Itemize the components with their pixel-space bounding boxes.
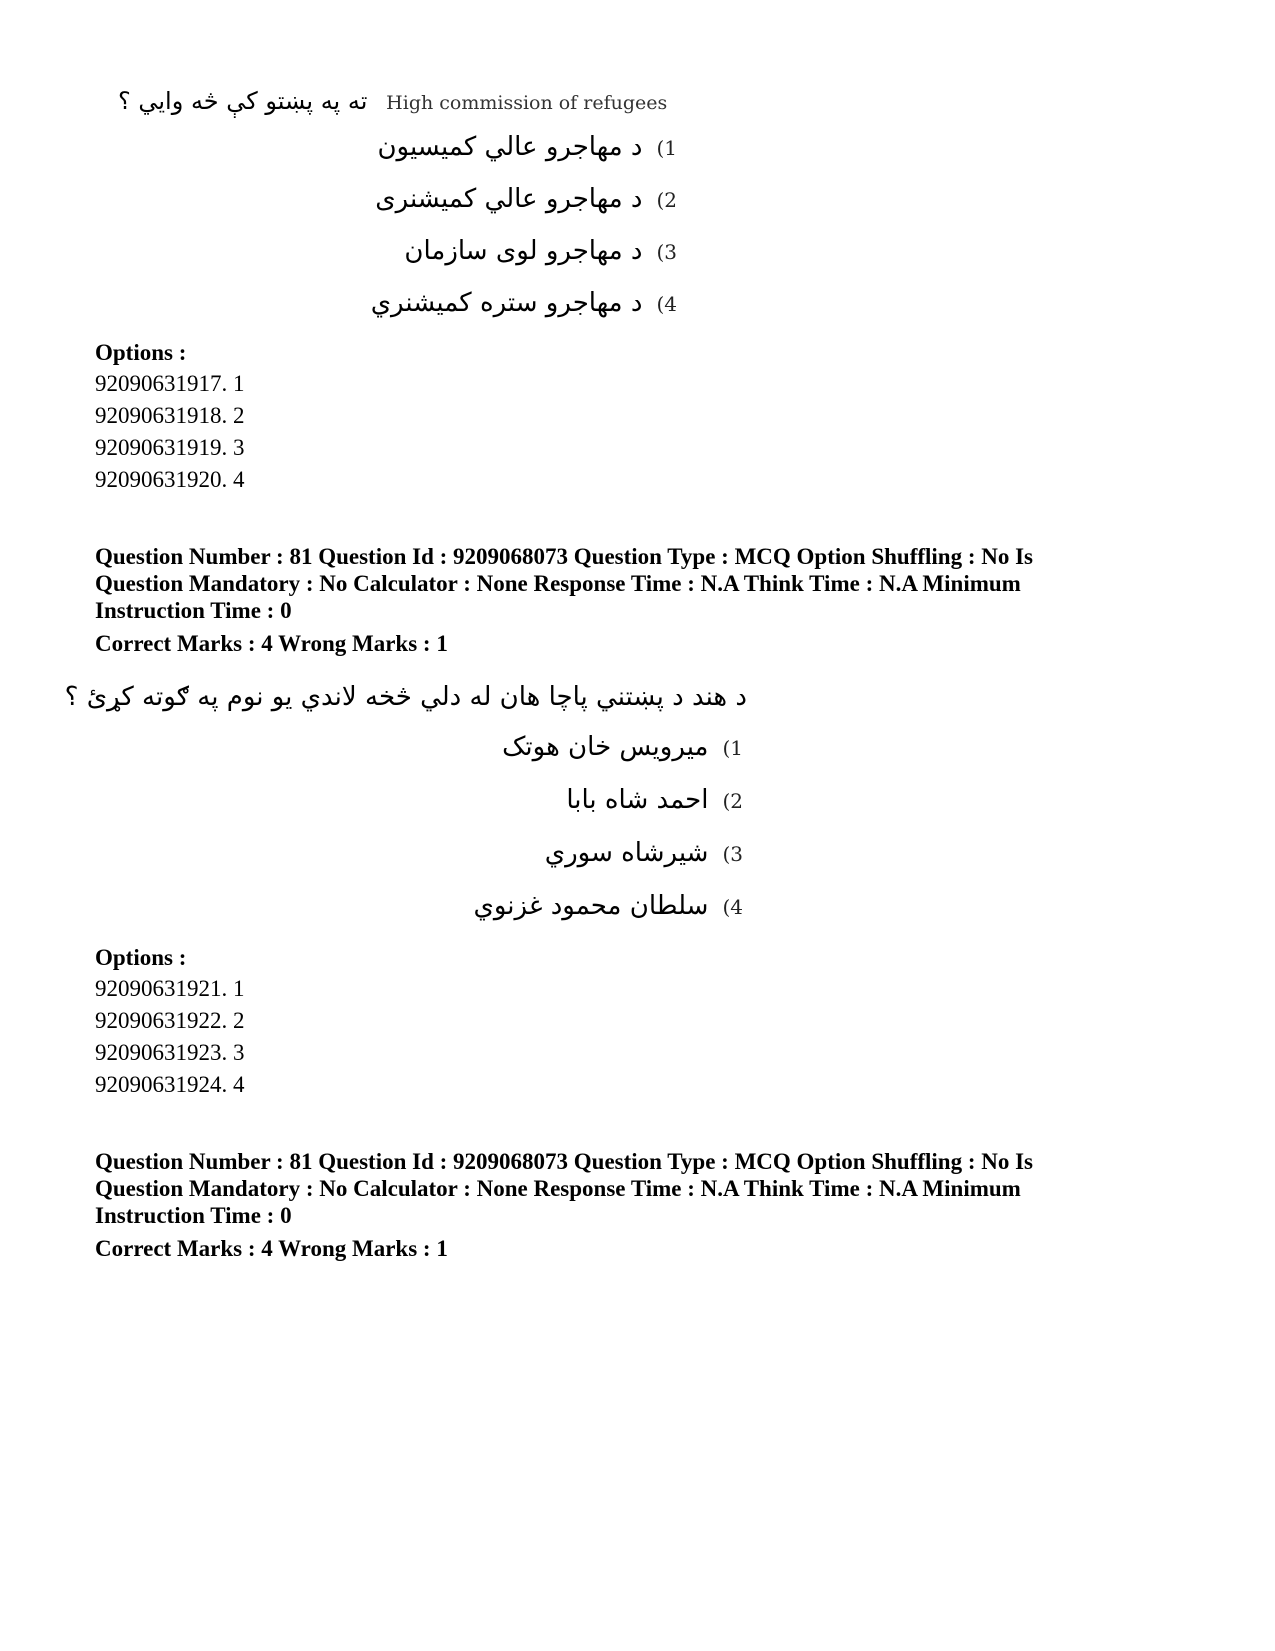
option-item: 92090631921. 1 xyxy=(95,976,245,1001)
option-item: 92090631922. 2 xyxy=(95,1008,245,1033)
image-option-1: (1 د مهاجرو عالي کميسيون xyxy=(377,132,677,162)
image-option-4: (4 د مهاجرو ستره کميشنري xyxy=(370,288,677,318)
question-2-pashto: د هند د پښتني پاچا هان له دلي څخه لاندي يو نوم په ګوته کړئ ؟ xyxy=(64,682,747,712)
image-option-3: (3 شيرشاه سوري xyxy=(544,838,743,868)
question-1-pashto: ته په پښتو کې څه وايي ؟ xyxy=(118,87,368,115)
image-option-1: (1 ميرويس خان هوتک xyxy=(502,732,743,762)
question-1-image-options xyxy=(257,132,677,340)
options-heading: Options : xyxy=(95,945,187,970)
question-1-english: High commission of refugees xyxy=(386,92,668,114)
option-item: 92090631917. 1 xyxy=(95,371,245,396)
question-3-meta xyxy=(95,1148,1095,1229)
options-list-2 xyxy=(95,943,245,1101)
options-list-1 xyxy=(95,338,245,496)
question-3-marks: Correct Marks : 4 Wrong Marks : 1 xyxy=(95,1236,448,1261)
question-2-meta xyxy=(95,543,1095,624)
option-item: 92090631923. 3 xyxy=(95,1040,245,1065)
meta-line: Instruction Time : 0 xyxy=(95,1203,292,1228)
option-item: 92090631919. 3 xyxy=(95,435,245,460)
options-heading: Options : xyxy=(95,340,187,365)
image-option-3: (3 د مهاجرو لوى سازمان xyxy=(404,236,677,266)
meta-line: Question Number : 81 Question Id : 9209068073 Question Type : MCQ Option Shuffling : No Is xyxy=(95,1149,1034,1174)
question-2-image-options xyxy=(383,732,743,944)
question-1-title xyxy=(118,86,667,118)
option-item: 92090631924. 4 xyxy=(95,1072,245,1097)
option-item: 92090631918. 2 xyxy=(95,403,245,428)
meta-line: Question Number : 81 Question Id : 9209068073 Question Type : MCQ Option Shuffling : No Is xyxy=(95,544,1034,569)
question-2-marks: Correct Marks : 4 Wrong Marks : 1 xyxy=(95,631,448,656)
meta-line: Question Mandatory : No Calculator : None Response Time : N.A Think Time : N.A Minimum xyxy=(95,1176,1021,1201)
image-option-2: (2 د مهاجرو عالي کميشنرى xyxy=(375,184,677,214)
image-option-4: (4 سلطان محمود غزنوي xyxy=(473,891,743,921)
meta-line: Instruction Time : 0 xyxy=(95,598,292,623)
meta-line: Question Mandatory : No Calculator : None Response Time : N.A Think Time : N.A Minimum xyxy=(95,571,1021,596)
option-item: 92090631920. 4 xyxy=(95,467,245,492)
image-option-2: (2 احمد شاه بابا xyxy=(566,785,743,815)
